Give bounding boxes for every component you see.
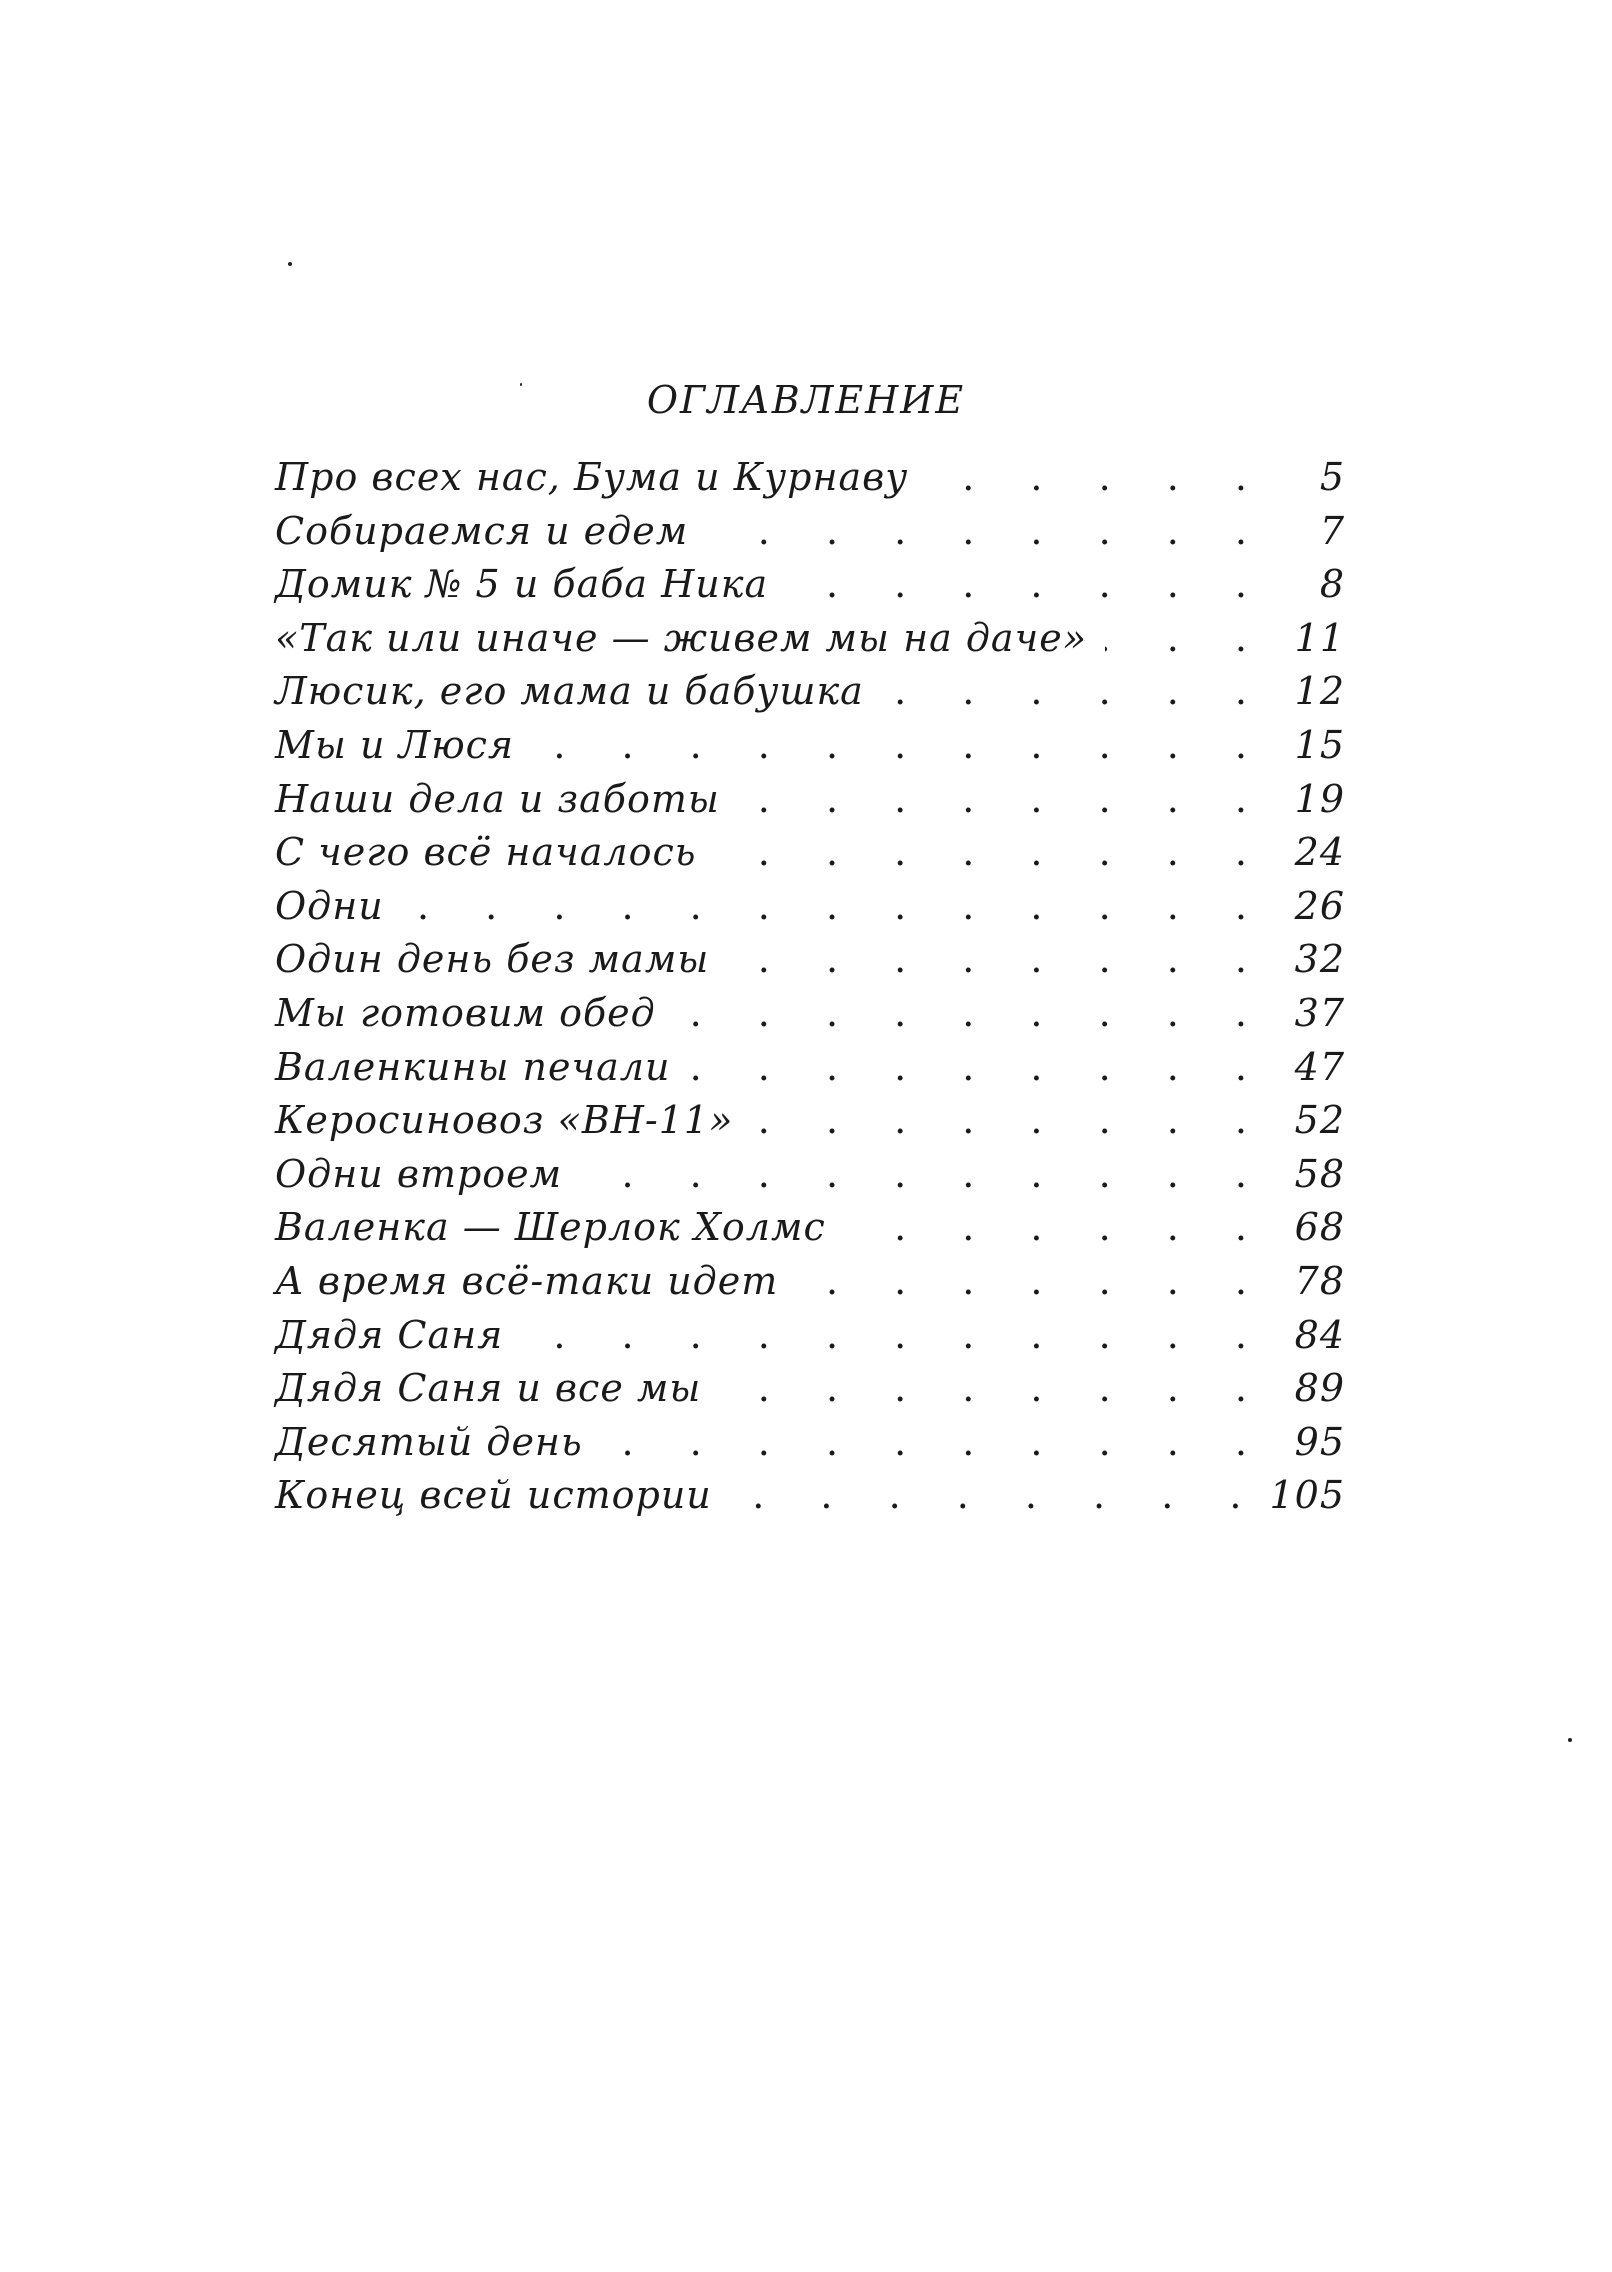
toc-list — [275, 455, 1345, 1527]
dot-leader — [727, 937, 1269, 981]
dot-leader — [674, 991, 1269, 1035]
toc-entry — [275, 1313, 1345, 1367]
toc-entry-page-number: 32 — [1294, 937, 1345, 982]
toc-entry — [275, 1045, 1345, 1099]
toc-entry — [275, 669, 1345, 723]
toc-entry-title: Валенкины печали — [275, 1044, 671, 1089]
toc-entry-title: Валенка — Шерлок Холмс — [275, 1205, 826, 1250]
dot-leader — [1105, 616, 1269, 660]
dot-leader — [844, 1205, 1269, 1249]
toc-entry-title: Десятый день — [275, 1419, 583, 1464]
toc-heading: ОГЛАВЛЕНИЕ — [646, 378, 966, 422]
toc-entry-page-number: 8 — [1319, 562, 1345, 607]
dot-leader — [601, 1420, 1269, 1464]
toc-entry-page-number: 89 — [1294, 1366, 1345, 1411]
dot-leader — [688, 1045, 1269, 1089]
toc-entry-title: Дядя Саня — [275, 1312, 504, 1357]
dot-leader — [719, 1366, 1269, 1410]
toc-entry — [275, 1473, 1345, 1527]
toc-entry — [275, 455, 1345, 509]
dot-leader — [580, 1152, 1269, 1196]
toc-entry-title: Один день без мамы — [275, 937, 710, 982]
toc-entry-page-number: 58 — [1294, 1151, 1345, 1196]
dot-leader — [714, 830, 1269, 874]
toc-entry-page-number: 68 — [1294, 1205, 1345, 1250]
toc-entry-title: Про всех нас, Бума и Курнаву — [275, 455, 909, 499]
toc-entry — [275, 562, 1345, 616]
toc-entry — [275, 723, 1345, 777]
toc-entry-title: Мы готовим обед — [275, 990, 656, 1035]
toc-entry — [275, 991, 1345, 1045]
toc-entry-title: Одни — [275, 883, 384, 928]
toc-entry-title: Конец всей истории — [275, 1473, 712, 1518]
toc-entry-page-number: 84 — [1294, 1312, 1345, 1357]
toc-entry-page-number: 12 — [1294, 669, 1345, 714]
toc-entry-page-number: 15 — [1294, 722, 1345, 767]
dot-leader — [402, 884, 1269, 928]
toc-entry-title: С чего всё началось — [275, 830, 697, 875]
toc-entry-title: А время всё-таки идет — [275, 1258, 779, 1303]
toc-entry — [275, 884, 1345, 938]
toc-entry-title: Дядя Саня и все мы — [275, 1366, 702, 1411]
toc-entry-page-number: 95 — [1294, 1419, 1345, 1464]
toc-entry-title: Собираемся и едем — [275, 508, 689, 553]
toc-entry-page-number: 105 — [1269, 1473, 1345, 1518]
toc-entry — [275, 1205, 1345, 1259]
dot-leader — [751, 1098, 1269, 1142]
toc-entry — [275, 1420, 1345, 1474]
dot-leader — [706, 509, 1269, 553]
toc-entry — [275, 616, 1345, 670]
toc-entry-page-number: 5 — [1319, 455, 1345, 499]
toc-entry-title: «Так или иначе — живем мы на даче» — [275, 615, 1087, 660]
toc-entry-page-number: 78 — [1294, 1258, 1345, 1303]
toc-entry — [275, 509, 1345, 563]
dot-leader — [796, 1259, 1269, 1303]
toc-entry — [275, 1098, 1345, 1152]
toc-entry-page-number: 26 — [1294, 883, 1345, 928]
toc-entry-title: Наши дела и заботы — [275, 776, 720, 821]
toc-entry-page-number: 37 — [1294, 990, 1345, 1035]
scan-speck — [1568, 1738, 1572, 1742]
dot-leader — [532, 723, 1269, 767]
toc-entry-page-number: 24 — [1294, 830, 1345, 875]
dot-leader — [521, 1313, 1269, 1357]
toc-entry-page-number: 47 — [1294, 1044, 1345, 1089]
toc-entry-title: Домик № 5 и баба Ника — [275, 562, 769, 607]
toc-entry-title: Мы и Люся — [275, 722, 515, 767]
dot-leader — [738, 777, 1269, 821]
toc-entry-title: Одни втроем — [275, 1151, 563, 1196]
toc-entry — [275, 777, 1345, 831]
toc-entry-page-number: 19 — [1294, 776, 1345, 821]
toc-entry — [275, 1152, 1345, 1206]
scan-speck — [288, 262, 292, 266]
toc-entry-page-number: 7 — [1319, 508, 1345, 553]
toc-entry — [275, 1366, 1345, 1420]
toc-entry — [275, 1259, 1345, 1313]
toc-entry-title: Люсик, его мама и бабушка — [275, 669, 864, 714]
toc-entry — [275, 937, 1345, 991]
dot-leader — [730, 1473, 1264, 1517]
dot-leader — [882, 669, 1269, 713]
toc-entry-title: Керосиновоз «ВН-11» — [275, 1098, 734, 1143]
dot-leader — [926, 455, 1269, 499]
dot-leader — [786, 562, 1269, 606]
toc-entry-page-number: 11 — [1294, 615, 1345, 660]
toc-entry-page-number: 52 — [1294, 1098, 1345, 1143]
toc-entry — [275, 830, 1345, 884]
